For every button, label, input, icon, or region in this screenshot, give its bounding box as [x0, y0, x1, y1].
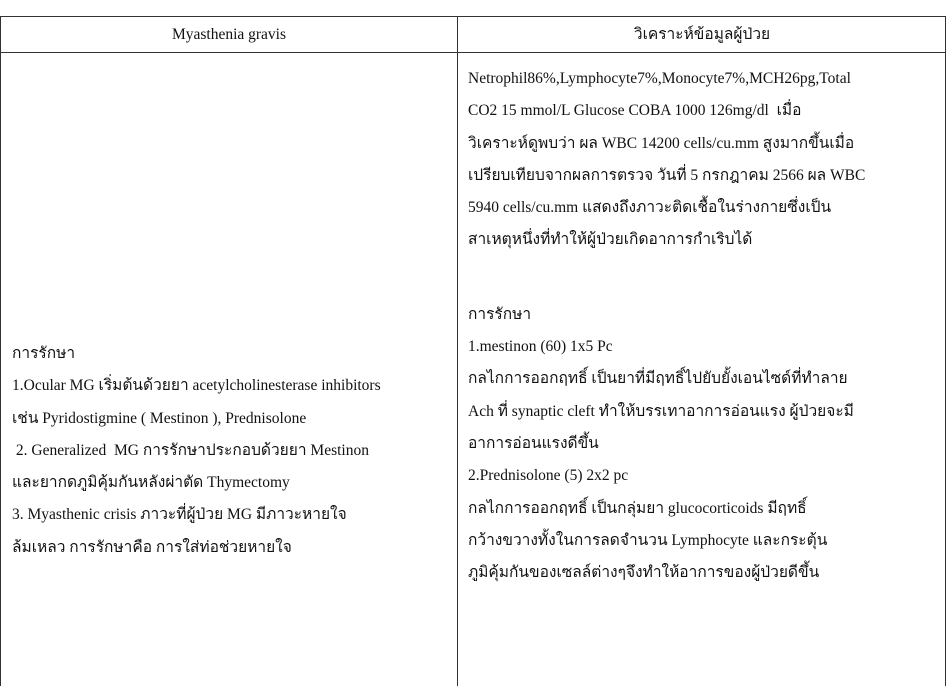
analysis-line: CO2 15 mmol/L Glucose COBA 1000 126mg/dl เมื่อ — [468, 102, 802, 120]
left-treatment-line: ล้มเหลว การรักษาคือ การใส่ท่อช่วยหายใจ — [12, 538, 292, 556]
treatment-line: 2.Prednisolone (5) 2x2 pc — [468, 467, 629, 485]
right-treatment-title: การรักษา — [468, 305, 532, 323]
analysis-line: สาเหตุหนึ่งที่ทำให้ผู้ป่วยเกิดอาการกำเริบได้ — [468, 231, 753, 249]
left-treatment-line: 3. Myasthenic crisis ภาวะที่ผู้ป่วย MG มีภาวะหายใจ — [12, 506, 347, 524]
analysis-line: Netrophil86%,Lymphocyte7%,Monocyte7%,MCH26pg,Total — [468, 70, 851, 87]
treatment-line: กลไกการออกฤทธิ์ เป็นยาที่มีฤทธิ์ไปยับยั้งเอนไซด์ที่ทำลาย — [468, 370, 848, 388]
treatment-line: อาการอ่อนแรงดีขึ้น — [468, 434, 599, 452]
left-treatment-line: 1.Ocular MG เริ่มต้นด้วยยา acetylcholinesterase inhibitors — [12, 377, 381, 395]
comparison-table — [0, 16, 946, 686]
left-column-cell — [1, 53, 457, 564]
treatment-line: ภูมิคุ้มกันของเซลล์ต่างๆจึงทำให้อาการของผู้ป่วยดีขึ้น — [468, 564, 820, 582]
header-disease-name: Myasthenia gravis — [171, 26, 287, 43]
left-treatment-line: เช่น Pyridostigmine ( Mestinon ), Prednisolone — [12, 409, 307, 427]
left-treatment-line: 2. Generalized MG การรักษาประกอบด้วยยา Mestinon — [12, 441, 369, 459]
left-treatment-title: การรักษา — [12, 345, 76, 362]
table-header-row — [1, 17, 945, 53]
treatment-line: กลไกการออกฤทธิ์ เป็นกลุ่มยา glucocorticoids มีฤทธิ์ — [468, 499, 807, 517]
analysis-line: เปรียบเทียบจากผลการตรวจ วันที่ 5 กรกฎาคม 2566 ผล WBC — [468, 166, 866, 184]
analysis-line: 5940 cells/cu.mm แสดงถึงภาวะติดเชื้อในร่างกายซึ่งเป็น — [468, 199, 832, 217]
right-column-cell — [458, 53, 946, 589]
header-patient-analysis: วิเคราะห์ข้อมูลผู้ป่วย — [633, 26, 771, 43]
treatment-line: กว้างขวางทั้งในการลดจำนวน Lymphocyte และกระตุ้น — [468, 531, 828, 549]
analysis-line: วิเคราะห์ดูพบว่า ผล WBC 14200 cells/cu.mm สูงมากขึ้นเมื่อ — [468, 134, 855, 152]
treatment-line: Ach ที่ synaptic cleft ทำให้บรรเทาอาการอ่อนแรง ผู้ป่วยจะมี — [468, 402, 854, 420]
left-treatment-line: และยากดภูมิคุ้มกันหลังผ่าตัด Thymectomy — [12, 474, 290, 492]
treatment-line: 1.mestinon (60) 1x5 Pc — [468, 338, 613, 356]
